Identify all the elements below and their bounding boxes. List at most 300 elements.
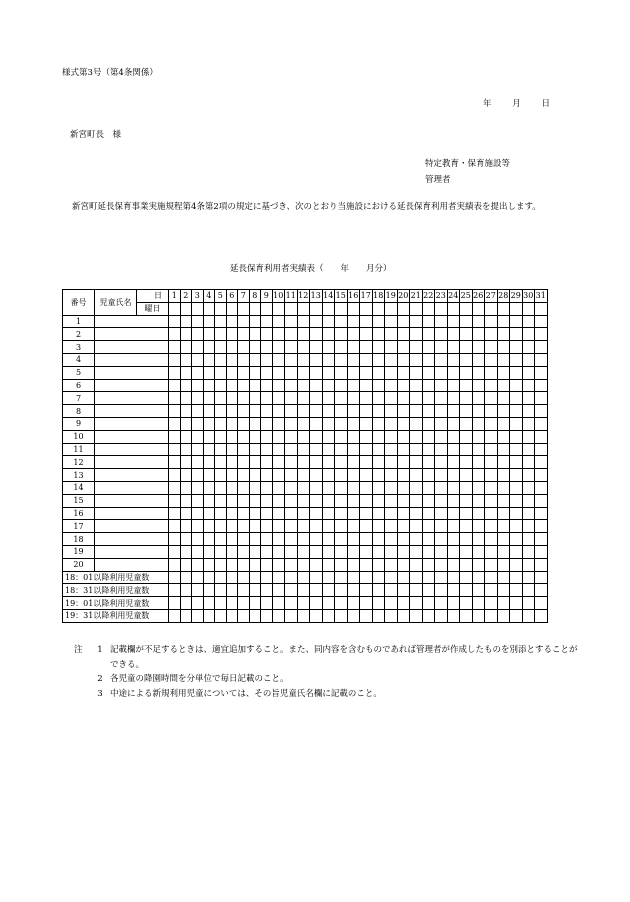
time-cell[interactable]: [397, 379, 410, 392]
time-cell[interactable]: [285, 328, 298, 341]
time-cell[interactable]: [261, 341, 273, 354]
time-cell[interactable]: [203, 545, 215, 558]
time-cell[interactable]: [192, 417, 204, 430]
time-cell[interactable]: [397, 494, 410, 507]
time-cell[interactable]: [497, 520, 510, 533]
time-cell[interactable]: [297, 379, 310, 392]
time-cell[interactable]: [249, 481, 261, 494]
time-cell[interactable]: [192, 507, 204, 520]
time-cell[interactable]: [180, 456, 192, 469]
count-cell[interactable]: [347, 597, 360, 610]
count-cell[interactable]: [447, 584, 460, 597]
time-cell[interactable]: [497, 341, 510, 354]
time-cell[interactable]: [261, 520, 273, 533]
count-cell[interactable]: [522, 571, 535, 584]
weekday-cell[interactable]: [360, 302, 373, 315]
time-cell[interactable]: [215, 379, 227, 392]
time-cell[interactable]: [310, 558, 323, 571]
count-cell[interactable]: [310, 584, 323, 597]
count-cell[interactable]: [322, 597, 335, 610]
time-cell[interactable]: [485, 469, 498, 482]
time-cell[interactable]: [347, 520, 360, 533]
time-cell[interactable]: [472, 533, 485, 546]
time-cell[interactable]: [522, 341, 535, 354]
time-cell[interactable]: [169, 430, 181, 443]
time-cell[interactable]: [510, 469, 523, 482]
time-cell[interactable]: [322, 353, 335, 366]
time-cell[interactable]: [226, 469, 238, 482]
time-cell[interactable]: [485, 417, 498, 430]
count-cell[interactable]: [410, 609, 423, 622]
time-cell[interactable]: [397, 353, 410, 366]
time-cell[interactable]: [372, 430, 385, 443]
time-cell[interactable]: [447, 494, 460, 507]
time-cell[interactable]: [435, 481, 448, 494]
time-cell[interactable]: [435, 507, 448, 520]
time-cell[interactable]: [510, 353, 523, 366]
time-cell[interactable]: [372, 405, 385, 418]
time-cell[interactable]: [522, 315, 535, 328]
time-cell[interactable]: [497, 366, 510, 379]
time-cell[interactable]: [360, 533, 373, 546]
time-cell[interactable]: [297, 417, 310, 430]
count-cell[interactable]: [435, 571, 448, 584]
time-cell[interactable]: [422, 405, 435, 418]
time-cell[interactable]: [410, 328, 423, 341]
time-cell[interactable]: [410, 430, 423, 443]
time-cell[interactable]: [385, 405, 398, 418]
time-cell[interactable]: [372, 341, 385, 354]
time-cell[interactable]: [249, 443, 261, 456]
time-cell[interactable]: [226, 379, 238, 392]
time-cell[interactable]: [322, 443, 335, 456]
time-cell[interactable]: [447, 481, 460, 494]
time-cell[interactable]: [192, 392, 204, 405]
time-cell[interactable]: [385, 341, 398, 354]
time-cell[interactable]: [203, 520, 215, 533]
time-cell[interactable]: [485, 494, 498, 507]
time-cell[interactable]: [472, 545, 485, 558]
time-cell[interactable]: [347, 315, 360, 328]
count-cell[interactable]: [226, 571, 238, 584]
time-cell[interactable]: [297, 558, 310, 571]
time-cell[interactable]: [297, 405, 310, 418]
time-cell[interactable]: [203, 494, 215, 507]
time-cell[interactable]: [447, 379, 460, 392]
time-cell[interactable]: [180, 533, 192, 546]
time-cell[interactable]: [226, 443, 238, 456]
count-cell[interactable]: [322, 609, 335, 622]
time-cell[interactable]: [226, 558, 238, 571]
time-cell[interactable]: [249, 469, 261, 482]
count-cell[interactable]: [360, 597, 373, 610]
child-name-cell[interactable]: [95, 533, 169, 546]
time-cell[interactable]: [535, 545, 548, 558]
count-cell[interactable]: [203, 571, 215, 584]
time-cell[interactable]: [192, 341, 204, 354]
time-cell[interactable]: [435, 315, 448, 328]
time-cell[interactable]: [510, 315, 523, 328]
time-cell[interactable]: [535, 469, 548, 482]
count-cell[interactable]: [447, 609, 460, 622]
time-cell[interactable]: [203, 328, 215, 341]
time-cell[interactable]: [410, 456, 423, 469]
time-cell[interactable]: [215, 405, 227, 418]
time-cell[interactable]: [272, 328, 285, 341]
time-cell[interactable]: [422, 520, 435, 533]
time-cell[interactable]: [203, 481, 215, 494]
time-cell[interactable]: [447, 328, 460, 341]
time-cell[interactable]: [180, 405, 192, 418]
time-cell[interactable]: [203, 405, 215, 418]
time-cell[interactable]: [522, 392, 535, 405]
time-cell[interactable]: [372, 545, 385, 558]
time-cell[interactable]: [226, 341, 238, 354]
count-cell[interactable]: [215, 584, 227, 597]
time-cell[interactable]: [322, 533, 335, 546]
time-cell[interactable]: [385, 545, 398, 558]
time-cell[interactable]: [238, 545, 250, 558]
count-cell[interactable]: [485, 571, 498, 584]
time-cell[interactable]: [510, 366, 523, 379]
time-cell[interactable]: [472, 392, 485, 405]
time-cell[interactable]: [397, 469, 410, 482]
time-cell[interactable]: [472, 405, 485, 418]
time-cell[interactable]: [385, 353, 398, 366]
time-cell[interactable]: [472, 417, 485, 430]
time-cell[interactable]: [410, 353, 423, 366]
time-cell[interactable]: [472, 456, 485, 469]
time-cell[interactable]: [169, 379, 181, 392]
time-cell[interactable]: [397, 520, 410, 533]
time-cell[interactable]: [238, 417, 250, 430]
time-cell[interactable]: [335, 456, 348, 469]
time-cell[interactable]: [385, 558, 398, 571]
child-name-cell[interactable]: [95, 353, 169, 366]
time-cell[interactable]: [497, 545, 510, 558]
time-cell[interactable]: [261, 533, 273, 546]
time-cell[interactable]: [497, 315, 510, 328]
time-cell[interactable]: [215, 430, 227, 443]
time-cell[interactable]: [435, 469, 448, 482]
count-cell[interactable]: [372, 597, 385, 610]
time-cell[interactable]: [285, 558, 298, 571]
time-cell[interactable]: [447, 405, 460, 418]
time-cell[interactable]: [261, 328, 273, 341]
time-cell[interactable]: [261, 315, 273, 328]
time-cell[interactable]: [297, 328, 310, 341]
count-cell[interactable]: [297, 584, 310, 597]
time-cell[interactable]: [297, 443, 310, 456]
time-cell[interactable]: [238, 405, 250, 418]
time-cell[interactable]: [322, 481, 335, 494]
time-cell[interactable]: [310, 469, 323, 482]
time-cell[interactable]: [169, 315, 181, 328]
time-cell[interactable]: [460, 341, 473, 354]
time-cell[interactable]: [347, 379, 360, 392]
time-cell[interactable]: [385, 443, 398, 456]
time-cell[interactable]: [272, 341, 285, 354]
time-cell[interactable]: [215, 366, 227, 379]
time-cell[interactable]: [310, 430, 323, 443]
count-cell[interactable]: [372, 571, 385, 584]
time-cell[interactable]: [360, 405, 373, 418]
count-cell[interactable]: [249, 609, 261, 622]
time-cell[interactable]: [485, 315, 498, 328]
time-cell[interactable]: [497, 558, 510, 571]
time-cell[interactable]: [410, 315, 423, 328]
count-cell[interactable]: [203, 609, 215, 622]
count-cell[interactable]: [360, 584, 373, 597]
count-cell[interactable]: [472, 597, 485, 610]
weekday-cell[interactable]: [297, 302, 310, 315]
time-cell[interactable]: [485, 456, 498, 469]
time-cell[interactable]: [249, 405, 261, 418]
weekday-cell[interactable]: [272, 302, 285, 315]
time-cell[interactable]: [522, 443, 535, 456]
time-cell[interactable]: [447, 417, 460, 430]
time-cell[interactable]: [447, 366, 460, 379]
time-cell[interactable]: [322, 469, 335, 482]
time-cell[interactable]: [422, 456, 435, 469]
time-cell[interactable]: [203, 469, 215, 482]
time-cell[interactable]: [335, 558, 348, 571]
time-cell[interactable]: [335, 405, 348, 418]
time-cell[interactable]: [238, 353, 250, 366]
time-cell[interactable]: [372, 494, 385, 507]
time-cell[interactable]: [460, 469, 473, 482]
count-cell[interactable]: [385, 584, 398, 597]
time-cell[interactable]: [485, 507, 498, 520]
time-cell[interactable]: [322, 545, 335, 558]
time-cell[interactable]: [347, 328, 360, 341]
time-cell[interactable]: [485, 379, 498, 392]
time-cell[interactable]: [385, 456, 398, 469]
time-cell[interactable]: [360, 366, 373, 379]
count-cell[interactable]: [249, 584, 261, 597]
time-cell[interactable]: [447, 456, 460, 469]
time-cell[interactable]: [535, 443, 548, 456]
time-cell[interactable]: [410, 507, 423, 520]
time-cell[interactable]: [372, 443, 385, 456]
time-cell[interactable]: [285, 405, 298, 418]
time-cell[interactable]: [535, 341, 548, 354]
count-cell[interactable]: [226, 584, 238, 597]
time-cell[interactable]: [435, 545, 448, 558]
time-cell[interactable]: [347, 341, 360, 354]
time-cell[interactable]: [180, 379, 192, 392]
time-cell[interactable]: [397, 417, 410, 430]
time-cell[interactable]: [435, 443, 448, 456]
time-cell[interactable]: [297, 507, 310, 520]
time-cell[interactable]: [535, 379, 548, 392]
time-cell[interactable]: [422, 341, 435, 354]
time-cell[interactable]: [510, 520, 523, 533]
time-cell[interactable]: [249, 558, 261, 571]
count-cell[interactable]: [335, 609, 348, 622]
time-cell[interactable]: [322, 494, 335, 507]
time-cell[interactable]: [497, 533, 510, 546]
time-cell[interactable]: [335, 430, 348, 443]
time-cell[interactable]: [180, 353, 192, 366]
time-cell[interactable]: [472, 366, 485, 379]
time-cell[interactable]: [261, 507, 273, 520]
time-cell[interactable]: [249, 328, 261, 341]
time-cell[interactable]: [447, 558, 460, 571]
time-cell[interactable]: [226, 520, 238, 533]
time-cell[interactable]: [249, 392, 261, 405]
count-cell[interactable]: [510, 597, 523, 610]
time-cell[interactable]: [347, 545, 360, 558]
time-cell[interactable]: [180, 494, 192, 507]
time-cell[interactable]: [249, 520, 261, 533]
time-cell[interactable]: [460, 353, 473, 366]
time-cell[interactable]: [215, 392, 227, 405]
time-cell[interactable]: [422, 443, 435, 456]
time-cell[interactable]: [360, 353, 373, 366]
time-cell[interactable]: [169, 545, 181, 558]
time-cell[interactable]: [347, 481, 360, 494]
time-cell[interactable]: [372, 469, 385, 482]
time-cell[interactable]: [372, 520, 385, 533]
time-cell[interactable]: [485, 366, 498, 379]
time-cell[interactable]: [435, 558, 448, 571]
time-cell[interactable]: [310, 443, 323, 456]
time-cell[interactable]: [497, 507, 510, 520]
time-cell[interactable]: [180, 392, 192, 405]
time-cell[interactable]: [497, 494, 510, 507]
time-cell[interactable]: [261, 494, 273, 507]
child-name-cell[interactable]: [95, 481, 169, 494]
time-cell[interactable]: [180, 520, 192, 533]
time-cell[interactable]: [272, 417, 285, 430]
count-cell[interactable]: [169, 609, 181, 622]
time-cell[interactable]: [422, 328, 435, 341]
count-cell[interactable]: [410, 571, 423, 584]
time-cell[interactable]: [169, 494, 181, 507]
time-cell[interactable]: [180, 417, 192, 430]
time-cell[interactable]: [472, 315, 485, 328]
weekday-cell[interactable]: [203, 302, 215, 315]
count-cell[interactable]: [215, 571, 227, 584]
count-cell[interactable]: [272, 597, 285, 610]
time-cell[interactable]: [510, 545, 523, 558]
time-cell[interactable]: [385, 481, 398, 494]
time-cell[interactable]: [297, 481, 310, 494]
time-cell[interactable]: [169, 456, 181, 469]
time-cell[interactable]: [422, 392, 435, 405]
time-cell[interactable]: [310, 353, 323, 366]
time-cell[interactable]: [226, 315, 238, 328]
time-cell[interactable]: [310, 494, 323, 507]
time-cell[interactable]: [310, 533, 323, 546]
time-cell[interactable]: [372, 328, 385, 341]
time-cell[interactable]: [272, 469, 285, 482]
time-cell[interactable]: [510, 328, 523, 341]
time-cell[interactable]: [522, 494, 535, 507]
time-cell[interactable]: [410, 481, 423, 494]
time-cell[interactable]: [435, 341, 448, 354]
time-cell[interactable]: [522, 545, 535, 558]
time-cell[interactable]: [372, 392, 385, 405]
time-cell[interactable]: [226, 430, 238, 443]
weekday-cell[interactable]: [435, 302, 448, 315]
time-cell[interactable]: [335, 481, 348, 494]
time-cell[interactable]: [485, 545, 498, 558]
time-cell[interactable]: [249, 430, 261, 443]
time-cell[interactable]: [335, 520, 348, 533]
time-cell[interactable]: [297, 315, 310, 328]
time-cell[interactable]: [497, 443, 510, 456]
count-cell[interactable]: [272, 584, 285, 597]
time-cell[interactable]: [203, 366, 215, 379]
count-cell[interactable]: [485, 597, 498, 610]
time-cell[interactable]: [460, 520, 473, 533]
time-cell[interactable]: [535, 456, 548, 469]
time-cell[interactable]: [203, 558, 215, 571]
time-cell[interactable]: [272, 507, 285, 520]
time-cell[interactable]: [422, 353, 435, 366]
count-cell[interactable]: [535, 584, 548, 597]
weekday-cell[interactable]: [335, 302, 348, 315]
count-cell[interactable]: [535, 571, 548, 584]
time-cell[interactable]: [249, 366, 261, 379]
count-cell[interactable]: [261, 609, 273, 622]
time-cell[interactable]: [397, 558, 410, 571]
child-name-cell[interactable]: [95, 430, 169, 443]
time-cell[interactable]: [226, 405, 238, 418]
time-cell[interactable]: [397, 315, 410, 328]
time-cell[interactable]: [397, 443, 410, 456]
time-cell[interactable]: [226, 494, 238, 507]
time-cell[interactable]: [192, 366, 204, 379]
time-cell[interactable]: [226, 481, 238, 494]
time-cell[interactable]: [297, 430, 310, 443]
time-cell[interactable]: [410, 405, 423, 418]
time-cell[interactable]: [472, 494, 485, 507]
time-cell[interactable]: [447, 533, 460, 546]
time-cell[interactable]: [203, 379, 215, 392]
time-cell[interactable]: [410, 366, 423, 379]
time-cell[interactable]: [485, 353, 498, 366]
time-cell[interactable]: [169, 353, 181, 366]
time-cell[interactable]: [192, 379, 204, 392]
time-cell[interactable]: [249, 315, 261, 328]
count-cell[interactable]: [460, 584, 473, 597]
time-cell[interactable]: [180, 430, 192, 443]
time-cell[interactable]: [322, 520, 335, 533]
time-cell[interactable]: [335, 417, 348, 430]
time-cell[interactable]: [285, 430, 298, 443]
count-cell[interactable]: [385, 571, 398, 584]
weekday-cell[interactable]: [522, 302, 535, 315]
time-cell[interactable]: [510, 507, 523, 520]
time-cell[interactable]: [215, 328, 227, 341]
time-cell[interactable]: [249, 494, 261, 507]
time-cell[interactable]: [169, 481, 181, 494]
time-cell[interactable]: [180, 328, 192, 341]
time-cell[interactable]: [435, 520, 448, 533]
time-cell[interactable]: [215, 558, 227, 571]
count-cell[interactable]: [347, 571, 360, 584]
time-cell[interactable]: [522, 328, 535, 341]
time-cell[interactable]: [485, 405, 498, 418]
time-cell[interactable]: [335, 379, 348, 392]
time-cell[interactable]: [272, 353, 285, 366]
time-cell[interactable]: [335, 353, 348, 366]
time-cell[interactable]: [249, 379, 261, 392]
count-cell[interactable]: [180, 571, 192, 584]
